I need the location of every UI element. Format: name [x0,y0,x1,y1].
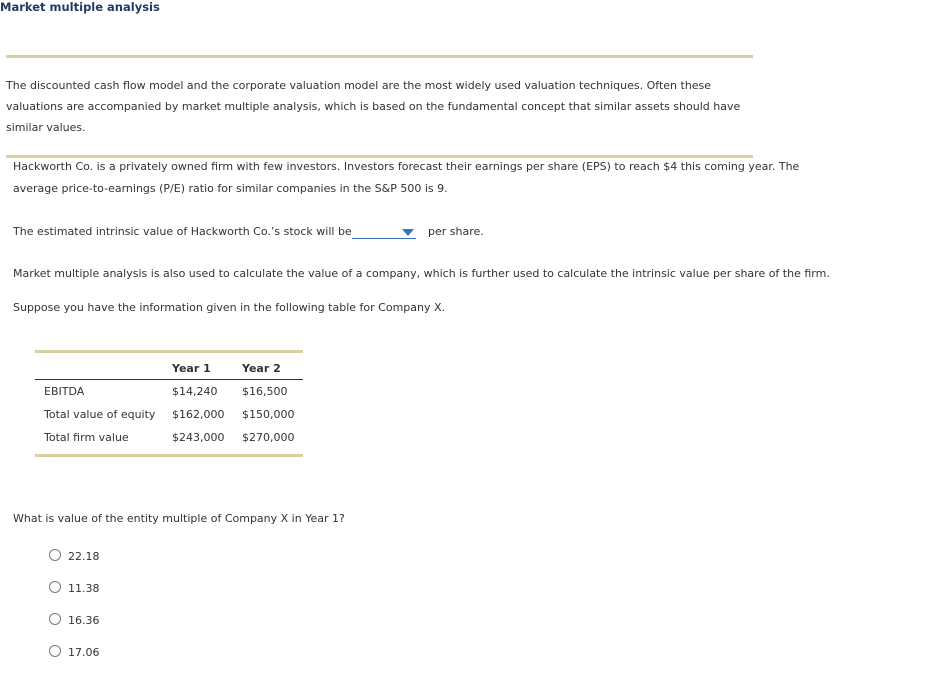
answer-option-3[interactable] [49,613,249,629]
question1-prefix: The estimated intrinsic value of Hackworth Co.’s stock will be [13,225,352,238]
intro-line-3: similar values. [6,121,86,134]
answer-option-label: 22.18 [68,550,100,563]
table-header-year-1: Year 1 [172,357,242,380]
cell-firm-value-year-2: $270,000 [242,431,295,444]
page-title: Market multiple analysis [0,0,160,14]
answer-option-label: 11.38 [68,582,100,595]
cell-ebitda-year-1: $14,240 [172,385,218,398]
table-header-year-2: Year 2 [242,357,303,380]
table-top-rule [35,350,303,353]
paragraph-entity-value: Market multiple analysis is also used to calculate the value of a company, which is further used to calculate the intrinsic value per share of the firm. [13,267,830,280]
table-row [35,426,303,449]
intro-line-1: The discounted cash flow model and the corporate valuation model are the most widely used valuation techniques. Often these [6,79,712,92]
cell-equity-year-2: $150,000 [242,408,295,421]
company-x-table [35,357,303,449]
intrinsic-value-dropdown[interactable] [352,226,416,239]
answer-option-label: 16.36 [68,614,100,627]
scenario-line-1: Hackworth Co. is a privately owned firm with few investors. Investors forecast their earnings per share (EPS) to reach $4 this coming year. The [13,160,800,173]
radio-button-icon[interactable] [49,581,61,593]
intro-paragraph [6,75,751,138]
question1-suffix: per share. [428,225,484,238]
divider-top [6,55,753,58]
row-label-equity: Total value of equity [44,408,156,421]
answer-option-1[interactable] [49,549,249,565]
table-row [35,403,303,426]
row-label-firm-value: Total firm value [44,431,129,444]
chevron-down-icon [402,229,414,236]
intro-line-2: valuations are accompanied by market multiple analysis, which is based on the fundamental concept that similar assets should have [6,100,741,113]
radio-button-icon[interactable] [49,549,61,561]
table-bottom-rule [35,454,303,457]
table-header-blank [35,357,172,380]
scenario-line-2: average price-to-earnings (P/E) ratio for similar companies in the S&P 500 is 9. [13,182,448,195]
answer-option-2[interactable] [49,581,249,597]
cell-equity-year-1: $162,000 [172,408,225,421]
radio-button-icon[interactable] [49,645,61,657]
cell-ebitda-year-2: $16,500 [242,385,288,398]
table-row [35,380,303,404]
answer-option-4[interactable] [49,645,249,661]
table-header-row [35,357,303,380]
answer-option-label: 17.06 [68,646,100,659]
cell-firm-value-year-1: $243,000 [172,431,225,444]
row-label-ebitda: EBITDA [44,385,85,398]
paragraph-table-intro: Suppose you have the information given in the following table for Company X. [13,301,446,314]
question2-text: What is value of the entity multiple of Company X in Year 1? [13,512,345,525]
radio-button-icon[interactable] [49,613,61,625]
